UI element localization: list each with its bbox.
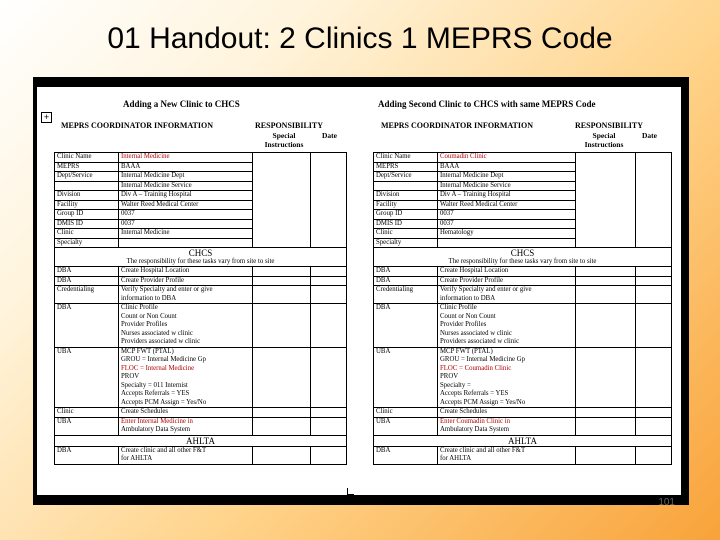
left-ahlta-section [55, 435, 347, 446]
date-cell [311, 417, 347, 435]
task-line: information to DBA [440, 294, 496, 302]
date-cell [311, 153, 347, 248]
slide-title: 01 Handout: 2 Clinics 1 MEPRS Code [107, 22, 613, 55]
info-value: Internal Medicine Dept [119, 172, 253, 182]
task-line: Create clinic and all other F&T [440, 446, 526, 454]
left-ahlta-rows [55, 446, 347, 464]
info-value: Internal Medicine Service [438, 181, 576, 191]
right-special-instructions-header: Special Instructions [584, 131, 624, 149]
task-description [119, 446, 253, 464]
date-cell [636, 304, 672, 348]
task-owner: UBA [55, 417, 119, 435]
special-instructions-cell [576, 286, 636, 304]
info-value: Internal Medicine Service [119, 181, 253, 191]
date-cell [311, 446, 347, 464]
task-line: Create Schedules [440, 408, 487, 415]
ahlta-task-row [55, 446, 347, 464]
date-cell [636, 276, 672, 286]
left-ahlta-title: AHLTA [186, 435, 215, 446]
date-cell [311, 347, 347, 408]
task-line: information to DBA [121, 294, 177, 302]
right-chcs-rows [374, 267, 672, 436]
task-line: GROU = Internal Medicine Gp [440, 356, 525, 363]
left-chcs-section [55, 248, 347, 267]
task-owner: Credentialing [55, 286, 119, 304]
chcs-task-row [55, 286, 347, 304]
info-value: Walter Reed Medical Center [438, 200, 576, 210]
date-cell [311, 304, 347, 348]
ahlta-task-row [374, 446, 672, 464]
task-description [438, 304, 576, 348]
special-instructions-cell [576, 417, 636, 435]
task-description [119, 347, 253, 408]
task-line: Create Hospital Location [121, 267, 190, 274]
task-owner: Credentialing [374, 286, 438, 304]
info-row [55, 153, 347, 163]
task-line: Create clinic and all other F&T [121, 446, 207, 454]
task-line: Ambulatory Data System [121, 426, 191, 433]
special-instructions-cell [253, 347, 311, 408]
chcs-task-row [55, 304, 347, 348]
task-line: Accepts Referrals = YES [440, 390, 509, 397]
date-cell [636, 347, 672, 408]
chcs-task-row [374, 276, 672, 286]
chcs-task-row [374, 304, 672, 348]
task-line: Specialty = [440, 381, 471, 389]
task-description [438, 276, 576, 286]
special-instructions-cell [576, 276, 636, 286]
date-cell [311, 408, 347, 418]
task-owner: DBA [55, 276, 119, 286]
task-line: Enter Internal Medicine in [121, 417, 193, 425]
chcs-task-row [374, 286, 672, 304]
task-line: FLOC = Coumadin Clinic [440, 364, 512, 372]
task-line: Create Hospital Location [440, 267, 509, 274]
special-instructions-cell [576, 153, 636, 248]
right-chcs-title: CHCS [510, 248, 535, 258]
info-value: Internal Medicine [119, 153, 253, 163]
info-value: Internal Medicine Dept [438, 172, 576, 182]
task-owner: UBA [55, 347, 119, 408]
task-owner: UBA [374, 347, 438, 408]
left-coordinator-header: MEPRS COORDINATOR INFORMATION [61, 121, 214, 130]
page-corner-mark [347, 488, 354, 495]
task-description [438, 408, 576, 418]
info-label: Specialty [374, 238, 438, 248]
task-line: for AHLTA [121, 455, 153, 462]
info-label [374, 181, 438, 191]
info-label: Division [55, 191, 119, 201]
info-value: 0037 [119, 210, 253, 220]
task-line: GROU = Internal Medicine Gp [121, 356, 206, 363]
info-value: BAAA [438, 162, 576, 172]
task-line: Create Schedules [121, 408, 168, 415]
chcs-task-row [374, 417, 672, 435]
chcs-task-row [55, 417, 347, 435]
task-line: Nurses associated w clinic [121, 329, 193, 337]
right-heading: Adding Second Clinic to CHCS with same MEPRS Code [378, 99, 596, 109]
task-owner: DBA [374, 267, 438, 277]
chcs-task-row [55, 347, 347, 408]
task-line: MCP FWT (PTAL) [440, 347, 493, 355]
task-line: Enter Coumadin Clinic in [440, 417, 511, 425]
special-instructions-cell [253, 153, 311, 248]
info-label: Clinic Name [374, 153, 438, 163]
left-info-rows [55, 153, 347, 248]
chcs-task-row [374, 408, 672, 418]
special-instructions-cell [253, 304, 311, 348]
chcs-task-row [55, 408, 347, 418]
info-label: DMIS ID [374, 219, 438, 229]
task-line: Specialty = 011 Internist [121, 381, 188, 389]
task-description [119, 267, 253, 277]
left-special-instructions-header: Special Instructions [264, 131, 304, 149]
task-line: Providers associated w clinic [440, 338, 520, 345]
date-cell [636, 446, 672, 464]
task-description [438, 417, 576, 435]
right-responsibility-header: RESPONSIBILITY [575, 121, 644, 130]
task-line: Nurses associated w clinic [440, 329, 512, 337]
info-value: Div A – Training Hospital [119, 191, 253, 201]
info-label [55, 181, 119, 191]
task-owner: DBA [374, 276, 438, 286]
info-value: Div A – Training Hospital [438, 191, 576, 201]
task-owner: UBA [374, 417, 438, 435]
special-instructions-cell [253, 267, 311, 277]
info-label: Division [374, 191, 438, 201]
special-instructions-cell [576, 304, 636, 348]
task-line: Accepts PCM Assign = Yes/No [121, 398, 207, 406]
task-description [438, 347, 576, 408]
info-label: Group ID [374, 210, 438, 220]
date-cell [311, 276, 347, 286]
task-owner: DBA [55, 267, 119, 277]
info-value: Internal Medicine [119, 229, 253, 239]
date-cell [636, 417, 672, 435]
chcs-task-row [374, 267, 672, 277]
right-ahlta-title: AHLTA [508, 435, 537, 446]
special-instructions-cell [576, 446, 636, 464]
left-responsibility-header: RESPONSIBILITY [255, 121, 324, 130]
info-label: Facility [374, 200, 438, 210]
task-line: for AHLTA [440, 455, 472, 462]
left-chcs-note: The responsibility for these tasks vary from site to site [126, 258, 275, 265]
task-owner: Clinic [55, 408, 119, 418]
task-owner: DBA [55, 446, 119, 464]
task-line: Clinic Profile [121, 304, 158, 311]
date-cell [636, 267, 672, 277]
task-owner: DBA [374, 304, 438, 348]
chcs-task-row [374, 347, 672, 408]
task-line: Count or Non Count [440, 312, 496, 320]
special-instructions-cell [576, 347, 636, 408]
date-cell [636, 408, 672, 418]
task-owner: DBA [55, 304, 119, 348]
right-chcs-section [374, 248, 672, 267]
page-number: 101 [658, 497, 675, 508]
info-value [438, 238, 576, 248]
left-chcs-title: CHCS [188, 248, 213, 258]
right-info-rows [374, 153, 672, 248]
task-line: Provider Profiles [121, 321, 168, 328]
task-line: Verify Specialty and enter or give [440, 286, 532, 293]
info-value: Walter Reed Medical Center [119, 200, 253, 210]
info-label: Specialty [55, 238, 119, 248]
task-line: PROV [121, 373, 140, 380]
task-description [119, 286, 253, 304]
right-table [373, 152, 672, 465]
special-instructions-cell [253, 286, 311, 304]
task-description [438, 286, 576, 304]
task-line: Ambulatory Data System [440, 426, 510, 433]
info-label: MEPRS [55, 162, 119, 172]
info-label: Facility [55, 200, 119, 210]
task-line: FLOC = Internal Medicine [121, 364, 195, 372]
info-label: Group ID [55, 210, 119, 220]
special-instructions-cell [576, 267, 636, 277]
task-line: PROV [440, 373, 459, 380]
task-line: Clinic Profile [440, 304, 477, 311]
move-handle-icon[interactable]: + [41, 112, 52, 123]
date-cell [636, 286, 672, 304]
task-description [119, 304, 253, 348]
date-cell [311, 286, 347, 304]
left-date-header: Date [322, 131, 337, 140]
info-value [119, 238, 253, 248]
info-value: 0037 [438, 219, 576, 229]
info-label: Dept/Service [374, 172, 438, 182]
task-owner: Clinic [374, 408, 438, 418]
task-description [119, 408, 253, 418]
task-line: Providers associated w clinic [121, 338, 201, 345]
task-line: Accepts Referrals = YES [121, 390, 190, 397]
info-value: Coumadin Clinic [438, 153, 576, 163]
right-coordinator-header: MEPRS COORDINATOR INFORMATION [381, 121, 534, 130]
special-instructions-cell [576, 408, 636, 418]
left-chcs-rows [55, 267, 347, 436]
task-line: Accepts PCM Assign = Yes/No [440, 398, 526, 406]
right-ahlta-rows [374, 446, 672, 464]
task-line: Provider Profiles [440, 321, 487, 328]
right-ahlta-section [374, 435, 672, 446]
info-label: Dept/Service [55, 172, 119, 182]
info-value: 0037 [438, 210, 576, 220]
date-cell [636, 153, 672, 248]
chcs-task-row [55, 276, 347, 286]
right-chcs-note: The responsibility for these tasks vary from site to site [448, 258, 597, 265]
task-description [438, 267, 576, 277]
task-owner: DBA [374, 446, 438, 464]
task-line: Create Provider Profile [121, 276, 185, 284]
special-instructions-cell [253, 408, 311, 418]
task-line: Count or Non Count [121, 312, 177, 320]
task-description [119, 417, 253, 435]
info-value: Hematology [438, 229, 576, 239]
right-date-header: Date [642, 131, 657, 140]
special-instructions-cell [253, 446, 311, 464]
info-label: DMIS ID [55, 219, 119, 229]
chcs-task-row [55, 267, 347, 277]
info-label: Clinic Name [55, 153, 119, 163]
task-line: Verify Specialty and enter or give [121, 286, 213, 293]
task-line: Create Provider Profile [440, 276, 504, 284]
left-heading: Adding a New Clinic to CHCS [123, 99, 240, 109]
special-instructions-cell [253, 417, 311, 435]
task-description [438, 446, 576, 464]
task-description [119, 276, 253, 286]
info-value: BAAA [119, 162, 253, 172]
special-instructions-cell [253, 276, 311, 286]
info-label: MEPRS [374, 162, 438, 172]
left-table [54, 152, 347, 465]
info-row [374, 153, 672, 163]
info-value: 0037 [119, 219, 253, 229]
task-line: MCP FWT (PTAL) [121, 347, 174, 355]
info-label: Clinic [374, 229, 438, 239]
info-label: Clinic [55, 229, 119, 239]
date-cell [311, 267, 347, 277]
